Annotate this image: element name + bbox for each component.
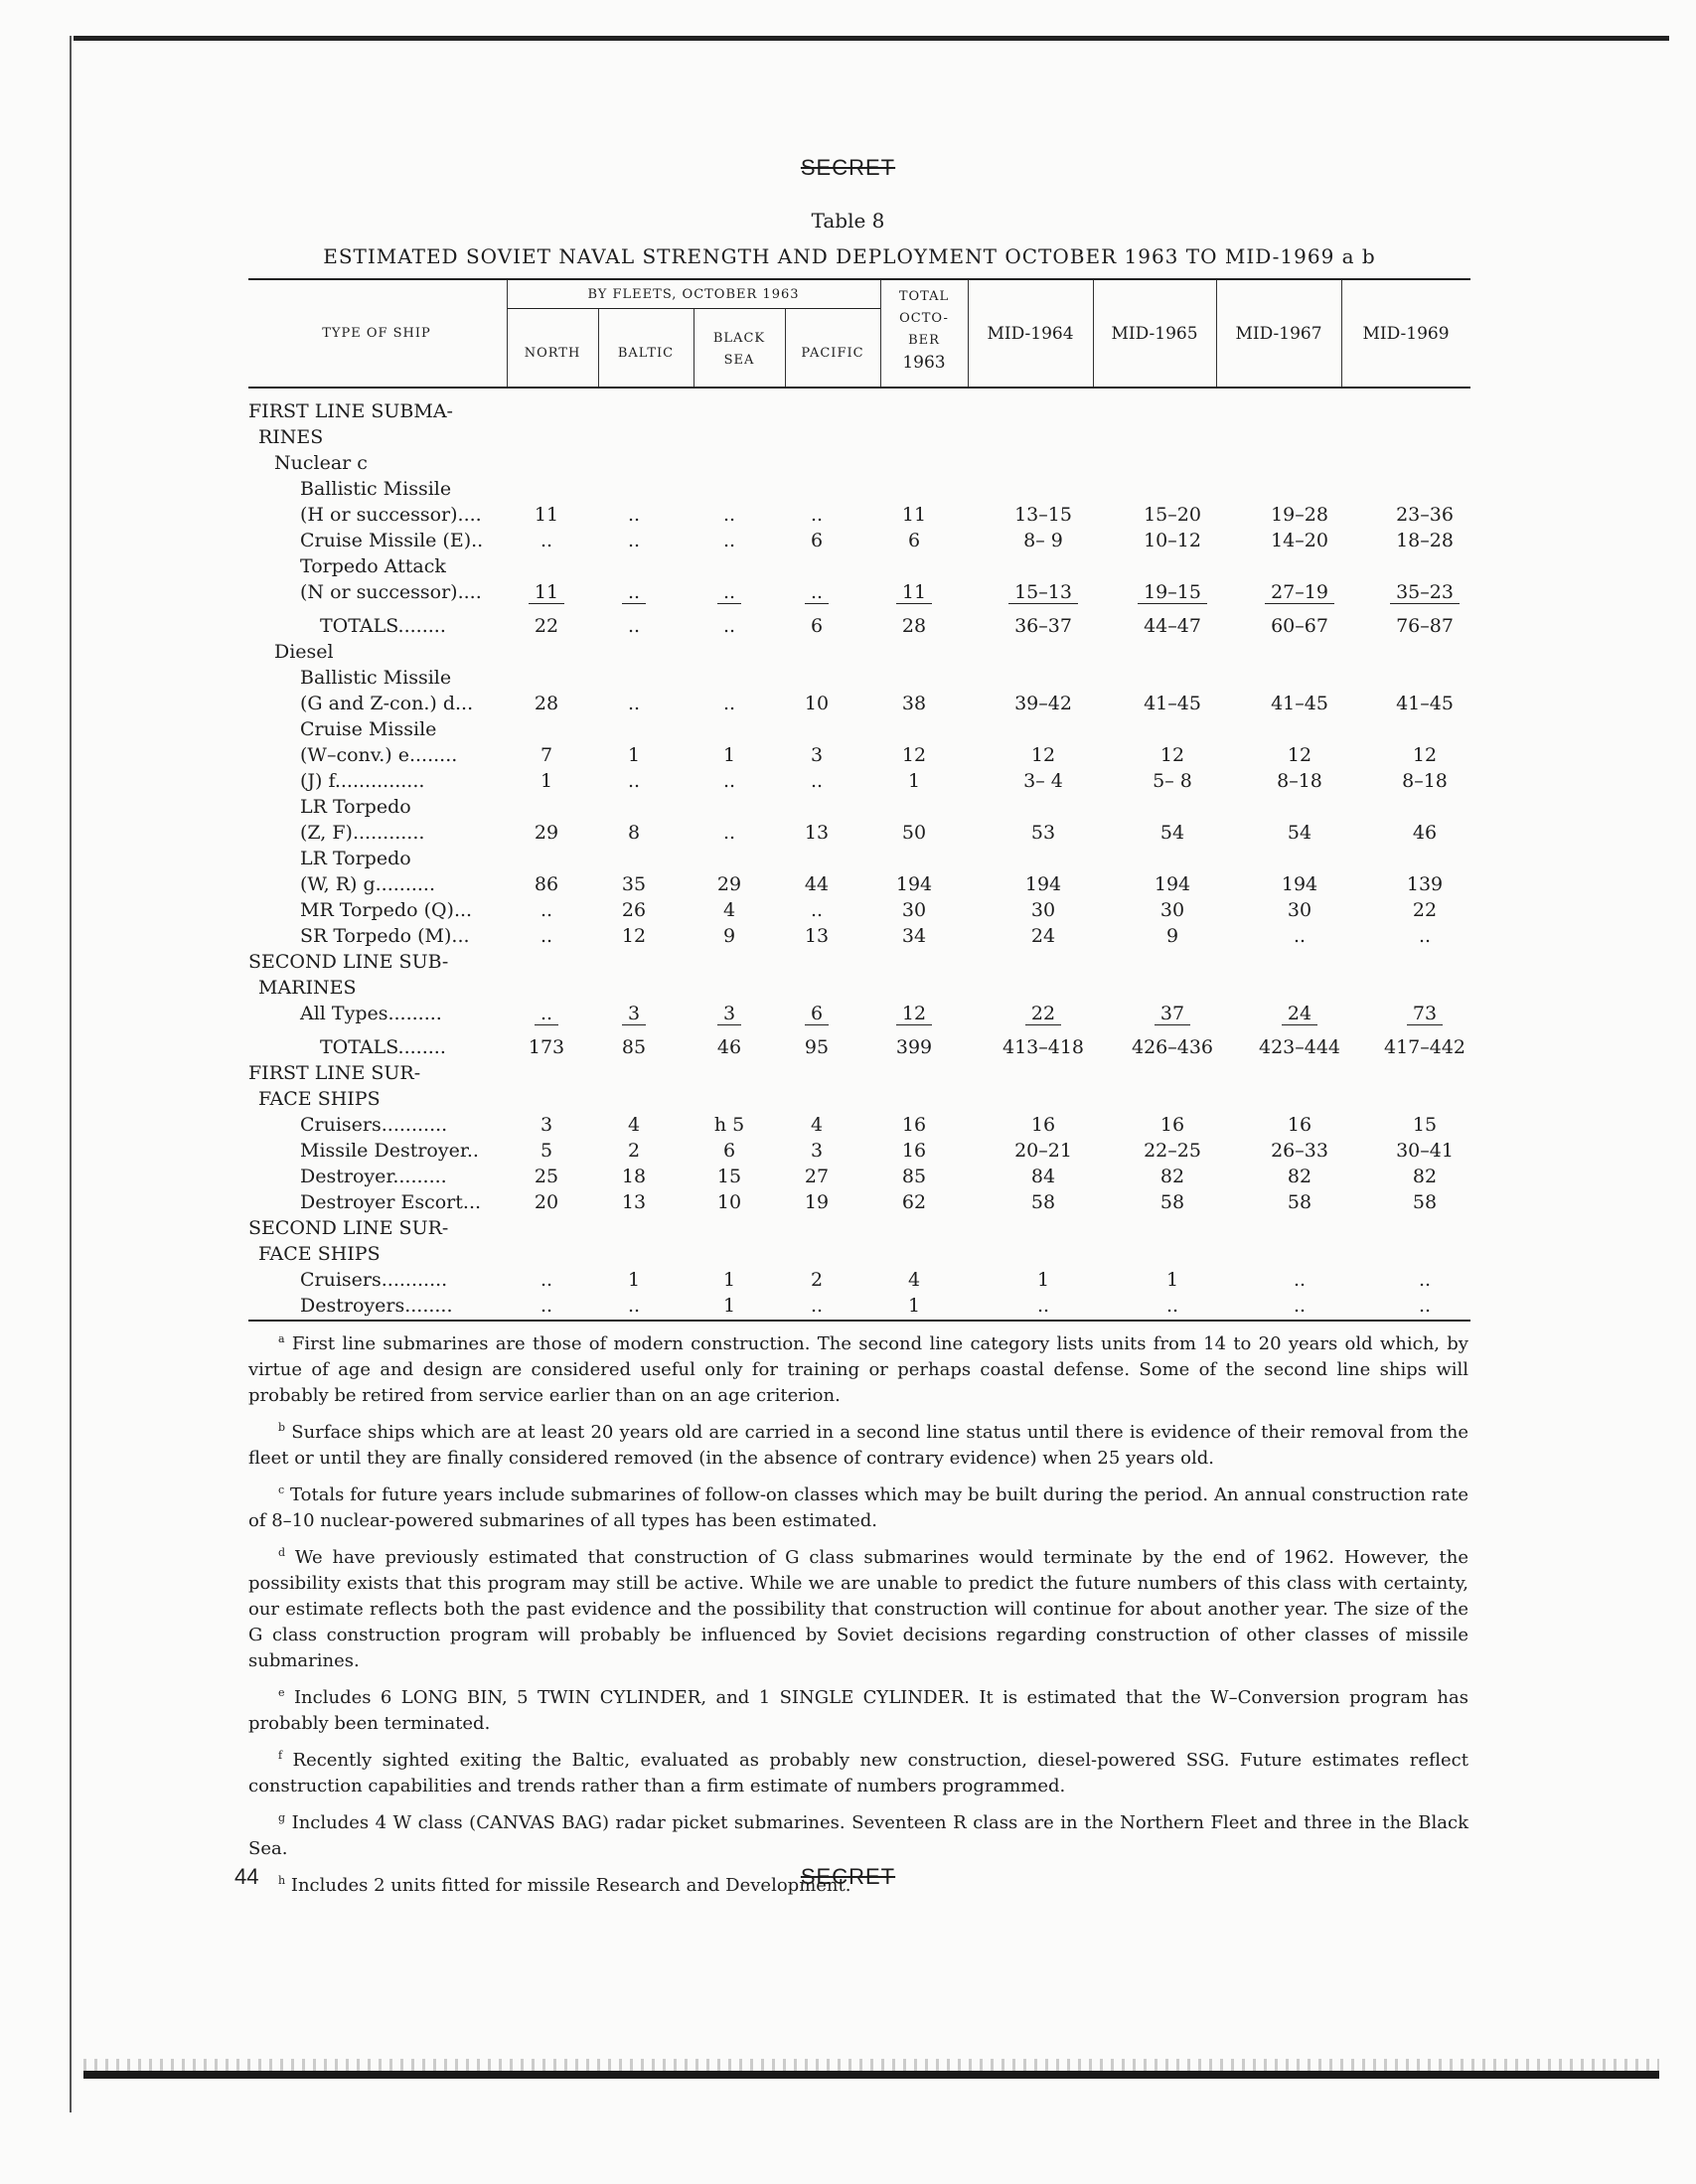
cell-pacific: .. xyxy=(810,1295,824,1317)
cell-mid-1965: 5– 8 xyxy=(1153,770,1192,792)
cell-pacific: 95 xyxy=(804,1036,830,1058)
cell-mid-1965: 41–45 xyxy=(1144,693,1201,714)
cell-total-1963: 50 xyxy=(901,822,927,844)
cell-mid-1969: 82 xyxy=(1412,1166,1438,1187)
cell-baltic: .. xyxy=(622,581,646,604)
cell-black-sea: .. xyxy=(722,693,736,714)
cell-mid-1965: 16 xyxy=(1159,1114,1185,1136)
cell-black-sea: .. xyxy=(722,530,736,551)
cell-baltic: .. xyxy=(627,770,641,792)
cell-black-sea: 6 xyxy=(722,1140,736,1162)
cell-total-1963: 16 xyxy=(901,1140,927,1162)
cell-black-sea: 15 xyxy=(716,1166,742,1187)
cell-north: .. xyxy=(540,1269,553,1291)
row-label: TOTALS........ xyxy=(320,615,446,637)
footnote-text: We have previously estimated that construction of G class submarines would terminate by the end of 1962. However, the possibility exists that this program may still be active. While we are unable to predict the future numbers of this class with certainty, our estimate reflects both the past evidence and the possibility that construction will continue for about another year. The size of the G class construction program will probably be influenced by Soviet decisions regarding construction of other classes of missile submarines. xyxy=(248,1547,1468,1671)
footnote-e xyxy=(248,1680,1468,1737)
cell-mid-1964: 3– 4 xyxy=(1023,770,1063,792)
cell-baltic: 1 xyxy=(627,744,641,766)
row-label: TOTALS........ xyxy=(320,1036,446,1058)
header-mid-1967: MID-1967 xyxy=(1235,324,1322,344)
cell-mid-1965: 426–436 xyxy=(1131,1036,1214,1058)
section-heading: SECOND LINE SUR- xyxy=(248,1217,449,1239)
cell-mid-1965: 37 xyxy=(1155,1003,1190,1025)
row-label: LR Torpedo xyxy=(300,796,411,818)
cell-mid-1964: 12 xyxy=(1030,744,1056,766)
cell-pacific: 6 xyxy=(810,530,824,551)
header-black-sea xyxy=(694,328,785,372)
cell-north: 1 xyxy=(540,770,553,792)
cell-baltic: .. xyxy=(627,615,641,637)
header-north: NORTH xyxy=(524,346,581,361)
header-bottom-rule xyxy=(248,387,1470,389)
cell-north: .. xyxy=(540,899,553,921)
cell-mid-1964: 1 xyxy=(1036,1269,1050,1291)
section-heading: RINES xyxy=(258,426,324,448)
header-fleets-group: BY FLEETS, OCTOBER 1963 xyxy=(587,287,800,302)
cell-mid-1964: 24 xyxy=(1030,925,1056,947)
cell-black-sea: h 5 xyxy=(713,1114,745,1136)
cell-total-1963: 38 xyxy=(901,693,927,714)
cell-pacific: .. xyxy=(810,899,824,921)
cell-total-1963: 6 xyxy=(907,530,921,551)
cell-pacific: .. xyxy=(810,504,824,526)
cell-total-1963: 30 xyxy=(901,899,927,921)
cell-black-sea: .. xyxy=(722,504,736,526)
cell-black-sea: 4 xyxy=(722,899,736,921)
footnote-f xyxy=(248,1743,1468,1799)
cell-mid-1967: 26–33 xyxy=(1271,1140,1328,1162)
page-border-bottom xyxy=(83,2071,1659,2079)
footnote-text: Surface ships which are at least 20 years old are carried in a second line status until there is evidence of their removal from the fleet or until they are finally considered removed (in the absence of contrary evidence) when 25 years old. xyxy=(248,1422,1468,1469)
header-ber: BER xyxy=(908,333,940,348)
cell-north: 22 xyxy=(534,615,559,637)
row-label: (H or successor).... xyxy=(300,504,482,526)
cell-total-1963: 11 xyxy=(901,504,927,526)
cell-north: .. xyxy=(540,530,553,551)
cell-mid-1964: 194 xyxy=(1024,873,1062,895)
cell-baltic: 1 xyxy=(627,1269,641,1291)
cell-baltic: .. xyxy=(627,504,641,526)
row-label: Torpedo Attack xyxy=(300,555,446,577)
table-number: Table 8 xyxy=(811,209,885,233)
cell-mid-1967: .. xyxy=(1293,925,1307,947)
cell-total-1963: 16 xyxy=(901,1114,927,1136)
cell-total-1963: 399 xyxy=(895,1036,933,1058)
cell-mid-1964: 8– 9 xyxy=(1023,530,1063,551)
section-heading: FIRST LINE SUR- xyxy=(248,1062,421,1084)
cell-north: 25 xyxy=(534,1166,559,1187)
cell-mid-1965: 44–47 xyxy=(1144,615,1201,637)
cell-mid-1965: 194 xyxy=(1154,873,1191,895)
cell-total-1963: 34 xyxy=(901,925,927,947)
cell-black-sea: 1 xyxy=(722,1269,736,1291)
cell-black-sea: 1 xyxy=(722,744,736,766)
cell-black-sea: .. xyxy=(722,822,736,844)
footnote-text: Includes 4 W class (CANVAS BAG) radar picket submarines. Seventeen R class are in the Northern Fleet and three in the Black Sea. xyxy=(248,1812,1469,1859)
row-label: Cruise Missile xyxy=(300,718,437,740)
cell-pacific: 10 xyxy=(804,693,830,714)
cell-black-sea: 29 xyxy=(716,873,742,895)
cell-mid-1967: 423–444 xyxy=(1258,1036,1341,1058)
cell-mid-1964: 413–418 xyxy=(1002,1036,1085,1058)
cell-total-1963: 12 xyxy=(901,744,927,766)
cell-mid-1967: 27–19 xyxy=(1265,581,1334,604)
cell-pacific: 3 xyxy=(810,744,824,766)
cell-mid-1969: 23–36 xyxy=(1396,504,1454,526)
cell-pacific: 6 xyxy=(805,1003,829,1025)
cell-pacific: 13 xyxy=(804,925,830,947)
footnote-text: Includes 2 units fitted for missile Research and Development. xyxy=(290,1875,851,1896)
cell-mid-1969: .. xyxy=(1418,1295,1432,1317)
cell-mid-1964: 84 xyxy=(1030,1166,1056,1187)
row-label: (W–conv.) e........ xyxy=(300,744,458,766)
cell-black-sea: .. xyxy=(717,581,741,604)
cell-mid-1964: 30 xyxy=(1030,899,1056,921)
cell-mid-1967: 41–45 xyxy=(1271,693,1328,714)
cell-north: 7 xyxy=(540,744,553,766)
cell-mid-1964: 39–42 xyxy=(1014,693,1072,714)
row-label: (W, R) g.......... xyxy=(300,873,436,895)
cell-north: .. xyxy=(540,925,553,947)
footnote-mark: g xyxy=(278,1811,286,1824)
cell-mid-1967: .. xyxy=(1293,1295,1307,1317)
cell-mid-1967: .. xyxy=(1293,1269,1307,1291)
footnote-text: Includes 6 LONG BIN, 5 TWIN CYLINDER, and 1 SINGLE CYLINDER. It is estimated that the W–Conversion program has probably been terminated. xyxy=(248,1687,1468,1734)
cell-mid-1965: 15–20 xyxy=(1144,504,1201,526)
classification-marking-bottom: SECRET xyxy=(800,1864,896,1889)
cell-pacific: 13 xyxy=(804,822,830,844)
cell-north: 28 xyxy=(534,693,559,714)
row-label: MR Torpedo (Q)... xyxy=(300,899,473,921)
row-label: LR Torpedo xyxy=(300,848,411,869)
section-heading: FIRST LINE SUBMA- xyxy=(248,400,453,422)
cell-mid-1967: 16 xyxy=(1287,1114,1312,1136)
cell-total-1963: 1 xyxy=(907,1295,921,1317)
cell-north: 173 xyxy=(528,1036,565,1058)
cell-mid-1965: 1 xyxy=(1165,1269,1179,1291)
cell-black-sea: 1 xyxy=(722,1295,736,1317)
cell-north: 11 xyxy=(534,504,559,526)
header-octo: OCTO- xyxy=(899,311,949,326)
cell-baltic: .. xyxy=(627,530,641,551)
cell-black-sea: 46 xyxy=(716,1036,742,1058)
cell-mid-1969: 22 xyxy=(1412,899,1438,921)
row-label: (J) f............... xyxy=(300,770,425,792)
footnotes xyxy=(248,1326,1468,1905)
footnote-mark: a xyxy=(278,1332,285,1345)
footnote-mark: c xyxy=(278,1483,285,1496)
cell-mid-1964: 15–13 xyxy=(1008,581,1078,604)
cell-pacific: 6 xyxy=(810,615,824,637)
row-label: Destroyer Escort... xyxy=(300,1191,482,1213)
cell-north: 3 xyxy=(540,1114,553,1136)
cell-mid-1965: 22–25 xyxy=(1144,1140,1201,1162)
cell-north: .. xyxy=(540,1295,553,1317)
cell-pacific: 27 xyxy=(804,1166,830,1187)
cell-mid-1965: 9 xyxy=(1165,925,1179,947)
cell-black-sea: 3 xyxy=(717,1003,741,1025)
cell-mid-1969: 15 xyxy=(1412,1114,1438,1136)
cell-mid-1964: 13–15 xyxy=(1014,504,1072,526)
cell-mid-1969: 139 xyxy=(1406,873,1444,895)
footnote-g xyxy=(248,1805,1468,1862)
cell-mid-1969: 58 xyxy=(1412,1191,1438,1213)
cell-baltic: 35 xyxy=(621,873,647,895)
cell-mid-1965: 30 xyxy=(1159,899,1185,921)
cell-baltic: 18 xyxy=(621,1166,647,1187)
cell-mid-1969: 76–87 xyxy=(1396,615,1454,637)
page-number: 44 xyxy=(234,1864,259,1889)
cell-north: 11 xyxy=(529,581,564,604)
section-heading: MARINES xyxy=(258,977,357,999)
cell-mid-1967: 12 xyxy=(1287,744,1312,766)
cell-mid-1967: 24 xyxy=(1282,1003,1317,1025)
cell-black-sea: 10 xyxy=(716,1191,742,1213)
cell-total-1963: 194 xyxy=(895,873,933,895)
table-title: ESTIMATED SOVIET NAVAL STRENGTH AND DEPLOYMENT OCTOBER 1963 TO MID-1969 a b xyxy=(323,244,1376,268)
row-label: Ballistic Missile xyxy=(300,667,452,689)
cell-mid-1965: 19–15 xyxy=(1138,581,1207,604)
header-pacific: PACIFIC xyxy=(801,346,864,361)
cell-mid-1969: 417–442 xyxy=(1383,1036,1466,1058)
row-label: (Z, F)............ xyxy=(300,822,425,844)
row-label: All Types......... xyxy=(300,1003,442,1024)
cell-mid-1967: 54 xyxy=(1287,822,1312,844)
cell-mid-1969: 8–18 xyxy=(1402,770,1448,792)
cell-mid-1967: 8–18 xyxy=(1277,770,1322,792)
row-label: Destroyer......... xyxy=(300,1166,447,1187)
cell-mid-1965: 82 xyxy=(1159,1166,1185,1187)
cell-mid-1969: 30–41 xyxy=(1396,1140,1454,1162)
header-type-of-ship: TYPE OF SHIP xyxy=(322,326,431,341)
cell-north: 5 xyxy=(540,1140,553,1162)
footnote-d xyxy=(248,1540,1468,1674)
cell-mid-1969: 12 xyxy=(1412,744,1438,766)
header-black: BLACK xyxy=(712,331,766,346)
section-heading: SECOND LINE SUB- xyxy=(248,951,449,973)
header-baltic: BALTIC xyxy=(617,346,675,361)
footnote-text: Recently sighted exiting the Baltic, evaluated as probably new construction, diesel-powered SSG. Future estimates reflect construction capabilities and trends rather than a firm estimate of numbers programmed. xyxy=(248,1750,1468,1796)
cell-total-1963: 62 xyxy=(901,1191,927,1213)
cell-mid-1969: 18–28 xyxy=(1396,530,1454,551)
cell-total-1963: 4 xyxy=(907,1269,921,1291)
cell-mid-1969: 35–23 xyxy=(1390,581,1460,604)
cell-mid-1964: 53 xyxy=(1030,822,1056,844)
cell-mid-1965: 10–12 xyxy=(1144,530,1201,551)
cell-north: 86 xyxy=(534,873,559,895)
cell-north: .. xyxy=(535,1003,558,1025)
page-border-top xyxy=(74,36,1669,41)
cell-baltic: 26 xyxy=(621,899,647,921)
cell-north: 29 xyxy=(534,822,559,844)
cell-baltic: 4 xyxy=(627,1114,641,1136)
row-label: (G and Z-con.) d... xyxy=(300,693,474,714)
footnote-text: First line submarines are those of modern construction. The second line category lists units from 14 to 20 years old which, by virtue of age and design are considered useful only for training or perhaps coastal defense. Some of the second line ships will probably be retired from service earlier than on an age criterion. xyxy=(248,1333,1468,1406)
header-mid-1965: MID-1965 xyxy=(1111,324,1198,344)
cell-pacific: .. xyxy=(810,770,824,792)
footnote-b xyxy=(248,1415,1468,1472)
table-bottom-rule xyxy=(248,1320,1470,1322)
cell-baltic: 3 xyxy=(622,1003,646,1025)
cell-mid-1964: 22 xyxy=(1025,1003,1061,1025)
cell-mid-1967: 19–28 xyxy=(1271,504,1328,526)
classification-marking-top: SECRET xyxy=(800,155,896,180)
cell-pacific: 3 xyxy=(810,1140,824,1162)
cell-mid-1967: 194 xyxy=(1281,873,1318,895)
cell-mid-1964: 36–37 xyxy=(1014,615,1072,637)
footnote-text: Totals for future years include submarines of follow-on classes which may be built during the period. An annual construction rate of 8–10 nuclear-powered submarines of all types has been estimated. xyxy=(248,1484,1468,1531)
header-sea: SEA xyxy=(723,353,755,368)
row-label: SR Torpedo (M)... xyxy=(300,925,470,947)
header-mid-1964: MID-1964 xyxy=(987,324,1074,344)
cell-mid-1965: 12 xyxy=(1159,744,1185,766)
cell-mid-1965: 54 xyxy=(1159,822,1185,844)
scan-noise xyxy=(83,2059,1659,2071)
footnote-mark: b xyxy=(278,1421,286,1434)
cell-mid-1969: .. xyxy=(1418,1269,1432,1291)
cell-mid-1964: .. xyxy=(1036,1295,1050,1317)
cell-mid-1964: 16 xyxy=(1030,1114,1056,1136)
cell-mid-1967: 60–67 xyxy=(1271,615,1328,637)
footnote-c xyxy=(248,1478,1468,1534)
cell-baltic: .. xyxy=(627,693,641,714)
cell-total-1963: 1 xyxy=(907,770,921,792)
cell-mid-1967: 30 xyxy=(1287,899,1312,921)
cell-baltic: 2 xyxy=(627,1140,641,1162)
footnote-a xyxy=(248,1326,1468,1409)
cell-mid-1964: 20–21 xyxy=(1014,1140,1072,1162)
cell-baltic: 8 xyxy=(627,822,641,844)
cell-mid-1969: .. xyxy=(1418,925,1432,947)
cell-mid-1969: 41–45 xyxy=(1396,693,1454,714)
row-label: Destroyers........ xyxy=(300,1295,453,1317)
cell-pacific: 19 xyxy=(804,1191,830,1213)
footnote-mark: h xyxy=(278,1874,286,1887)
cell-mid-1967: 58 xyxy=(1287,1191,1312,1213)
footnote-mark: d xyxy=(278,1546,286,1559)
cell-baltic: .. xyxy=(627,1295,641,1317)
row-label: Cruisers........... xyxy=(300,1114,448,1136)
row-label: Cruise Missile (E).. xyxy=(300,530,484,551)
header-total: TOTAL xyxy=(898,289,950,304)
cell-baltic: 12 xyxy=(621,925,647,947)
row-label: Ballistic Missile xyxy=(300,478,452,500)
header-mid-1969: MID-1969 xyxy=(1362,324,1450,344)
cell-mid-1967: 14–20 xyxy=(1271,530,1328,551)
row-label: Cruisers........... xyxy=(300,1269,448,1291)
cell-mid-1969: 73 xyxy=(1407,1003,1443,1025)
cell-mid-1964: 58 xyxy=(1030,1191,1056,1213)
cell-black-sea: .. xyxy=(722,770,736,792)
cell-mid-1965: 58 xyxy=(1159,1191,1185,1213)
cell-pacific: 44 xyxy=(804,873,830,895)
cell-mid-1965: .. xyxy=(1165,1295,1179,1317)
cell-total-1963: 85 xyxy=(901,1166,927,1187)
cell-pacific: .. xyxy=(805,581,829,604)
section-heading: FACE SHIPS xyxy=(258,1243,381,1265)
header-1963: 1963 xyxy=(902,353,946,373)
cell-north: 20 xyxy=(534,1191,559,1213)
table-top-rule xyxy=(248,278,1470,280)
footnote-mark: e xyxy=(278,1686,285,1699)
cell-baltic: 13 xyxy=(621,1191,647,1213)
row-label: Diesel xyxy=(274,641,334,663)
cell-black-sea: 9 xyxy=(722,925,736,947)
cell-black-sea: .. xyxy=(722,615,736,637)
cell-pacific: 4 xyxy=(810,1114,824,1136)
cell-total-1963: 28 xyxy=(901,615,927,637)
row-label: Nuclear c xyxy=(274,452,368,474)
section-heading: FACE SHIPS xyxy=(258,1088,381,1110)
cell-mid-1967: 82 xyxy=(1287,1166,1312,1187)
footnote-mark: f xyxy=(278,1749,283,1762)
page-border-left xyxy=(70,36,72,2112)
cell-baltic: 85 xyxy=(621,1036,647,1058)
cell-total-1963: 11 xyxy=(896,581,932,604)
cell-mid-1969: 46 xyxy=(1412,822,1438,844)
row-label: (N or successor).... xyxy=(300,581,482,603)
cell-pacific: 2 xyxy=(810,1269,824,1291)
cell-total-1963: 12 xyxy=(896,1003,932,1025)
row-label: Missile Destroyer.. xyxy=(300,1140,479,1162)
header-total-october-1963 xyxy=(880,286,968,374)
